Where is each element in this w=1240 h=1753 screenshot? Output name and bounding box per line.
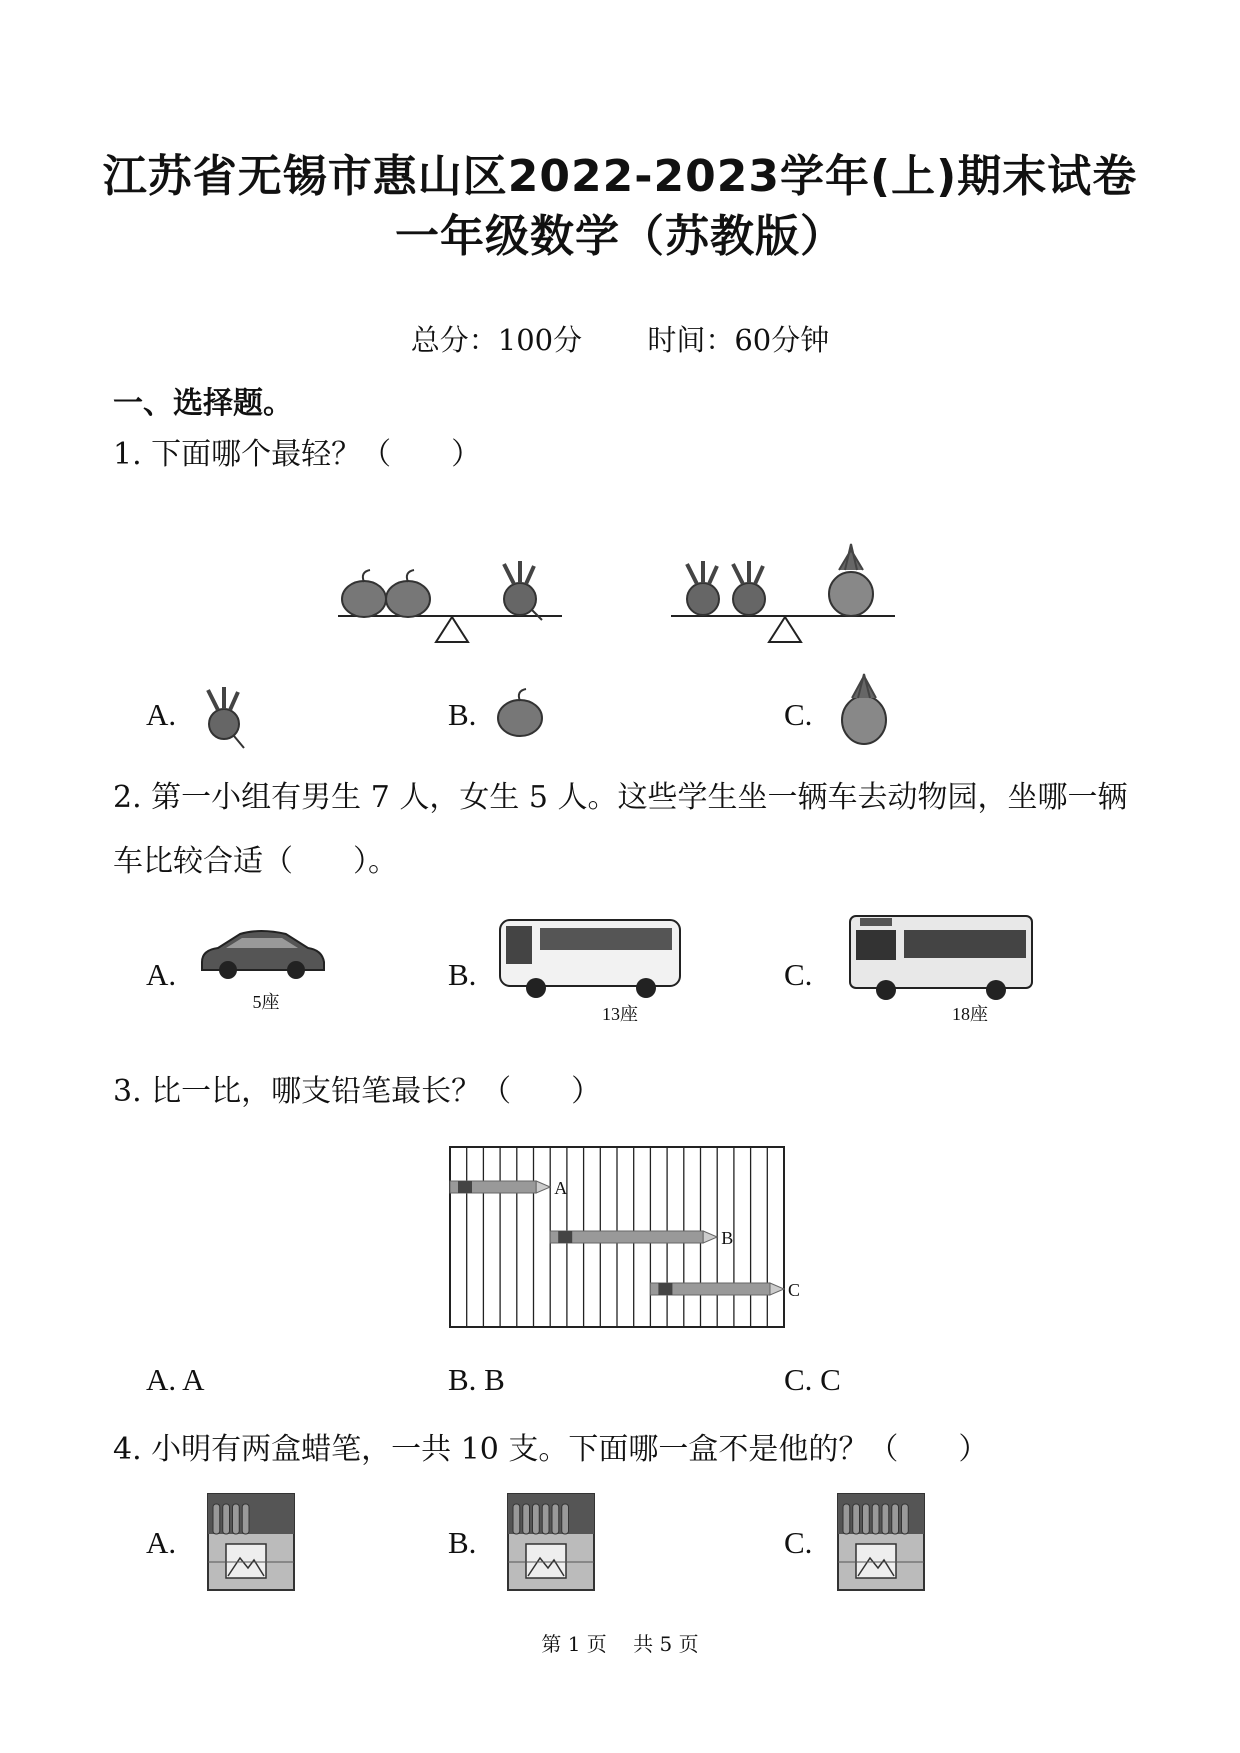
- exam-title: 江苏省无锡市惠山区2022-2023学年(上)期末试卷: [102, 151, 1138, 202]
- question-4-text: 4. 小明有两盒蜡笔，一共 10 支。下面哪一盒不是他的？（ ）: [113, 1432, 989, 1467]
- question-3-text: 3. 比一比，哪支铅笔最长？（ ）: [113, 1074, 602, 1109]
- exam-subtitle: 一年级数学（苏教版）: [395, 211, 845, 262]
- balance-scale-2: [663, 500, 903, 650]
- bus-icon: [846, 912, 1038, 1004]
- pencil-comparison-grid: [448, 1145, 818, 1335]
- pencil-c: [650, 1283, 784, 1295]
- pencil-b: [550, 1231, 717, 1243]
- q4-option-b-label: B.: [448, 1525, 477, 1560]
- section-heading: 一、选择题。: [113, 386, 293, 421]
- radish-icon: [733, 561, 765, 615]
- q2-option-b-label: B.: [448, 957, 477, 992]
- pencil-label: B: [721, 1228, 734, 1248]
- crayon-box-icon: [836, 1492, 926, 1592]
- q2-option-a-caption: 5座: [252, 992, 280, 1012]
- q1-option-a-label: A.: [146, 697, 177, 732]
- q3-option-c: C. C: [784, 1362, 841, 1397]
- page-number: 第 1 页: [541, 1632, 607, 1656]
- q2-option-a-label: A.: [146, 957, 177, 992]
- page-total: 共 5 页: [633, 1632, 699, 1656]
- balance-scale-1: [330, 500, 570, 650]
- q1-option-c-pineapple-icon: [836, 672, 896, 752]
- q2-option-c-label: C.: [784, 957, 813, 992]
- pencil-label: A: [554, 1178, 568, 1198]
- crayon-box-icon: [506, 1492, 596, 1592]
- peach-icon: [386, 570, 430, 617]
- q1-option-b-label: B.: [448, 697, 477, 732]
- radish-icon: [687, 561, 719, 615]
- q2-option-b-caption: 13座: [602, 1004, 638, 1024]
- q3-option-b: B. B: [448, 1362, 505, 1397]
- q3-option-a: A. A: [146, 1362, 205, 1397]
- peach-icon: [342, 570, 386, 617]
- pencil-a: [450, 1181, 550, 1193]
- q1-option-a-radish-icon: [192, 680, 252, 750]
- exam-time: 时间：60分钟: [647, 323, 830, 357]
- crayon-box-icon: [206, 1492, 296, 1592]
- question-2-text: 2. 第一小组有男生 7 人，女生 5 人。这些学生坐一辆车去动物园，坐哪一辆车比较合适（ ）。: [113, 780, 1128, 879]
- q4-option-a-label: A.: [146, 1525, 177, 1560]
- radish-icon: [504, 561, 542, 620]
- pencil-label: C: [788, 1280, 801, 1300]
- q1-option-c-label: C.: [784, 697, 813, 732]
- exam-meta: [0, 318, 1240, 359]
- page-footer: [0, 1628, 1240, 1657]
- car-icon: [196, 922, 326, 982]
- bus-icon: [496, 912, 686, 1004]
- q1-option-b-peach-icon: [492, 684, 552, 744]
- total-score: 总分：100分: [410, 323, 583, 357]
- question-1-text: 1. 下面哪个最轻？（ ）: [113, 437, 482, 472]
- pineapple-icon: [829, 544, 873, 616]
- q2-option-c-caption: 18座: [952, 1004, 988, 1024]
- q4-option-c-label: C.: [784, 1525, 813, 1560]
